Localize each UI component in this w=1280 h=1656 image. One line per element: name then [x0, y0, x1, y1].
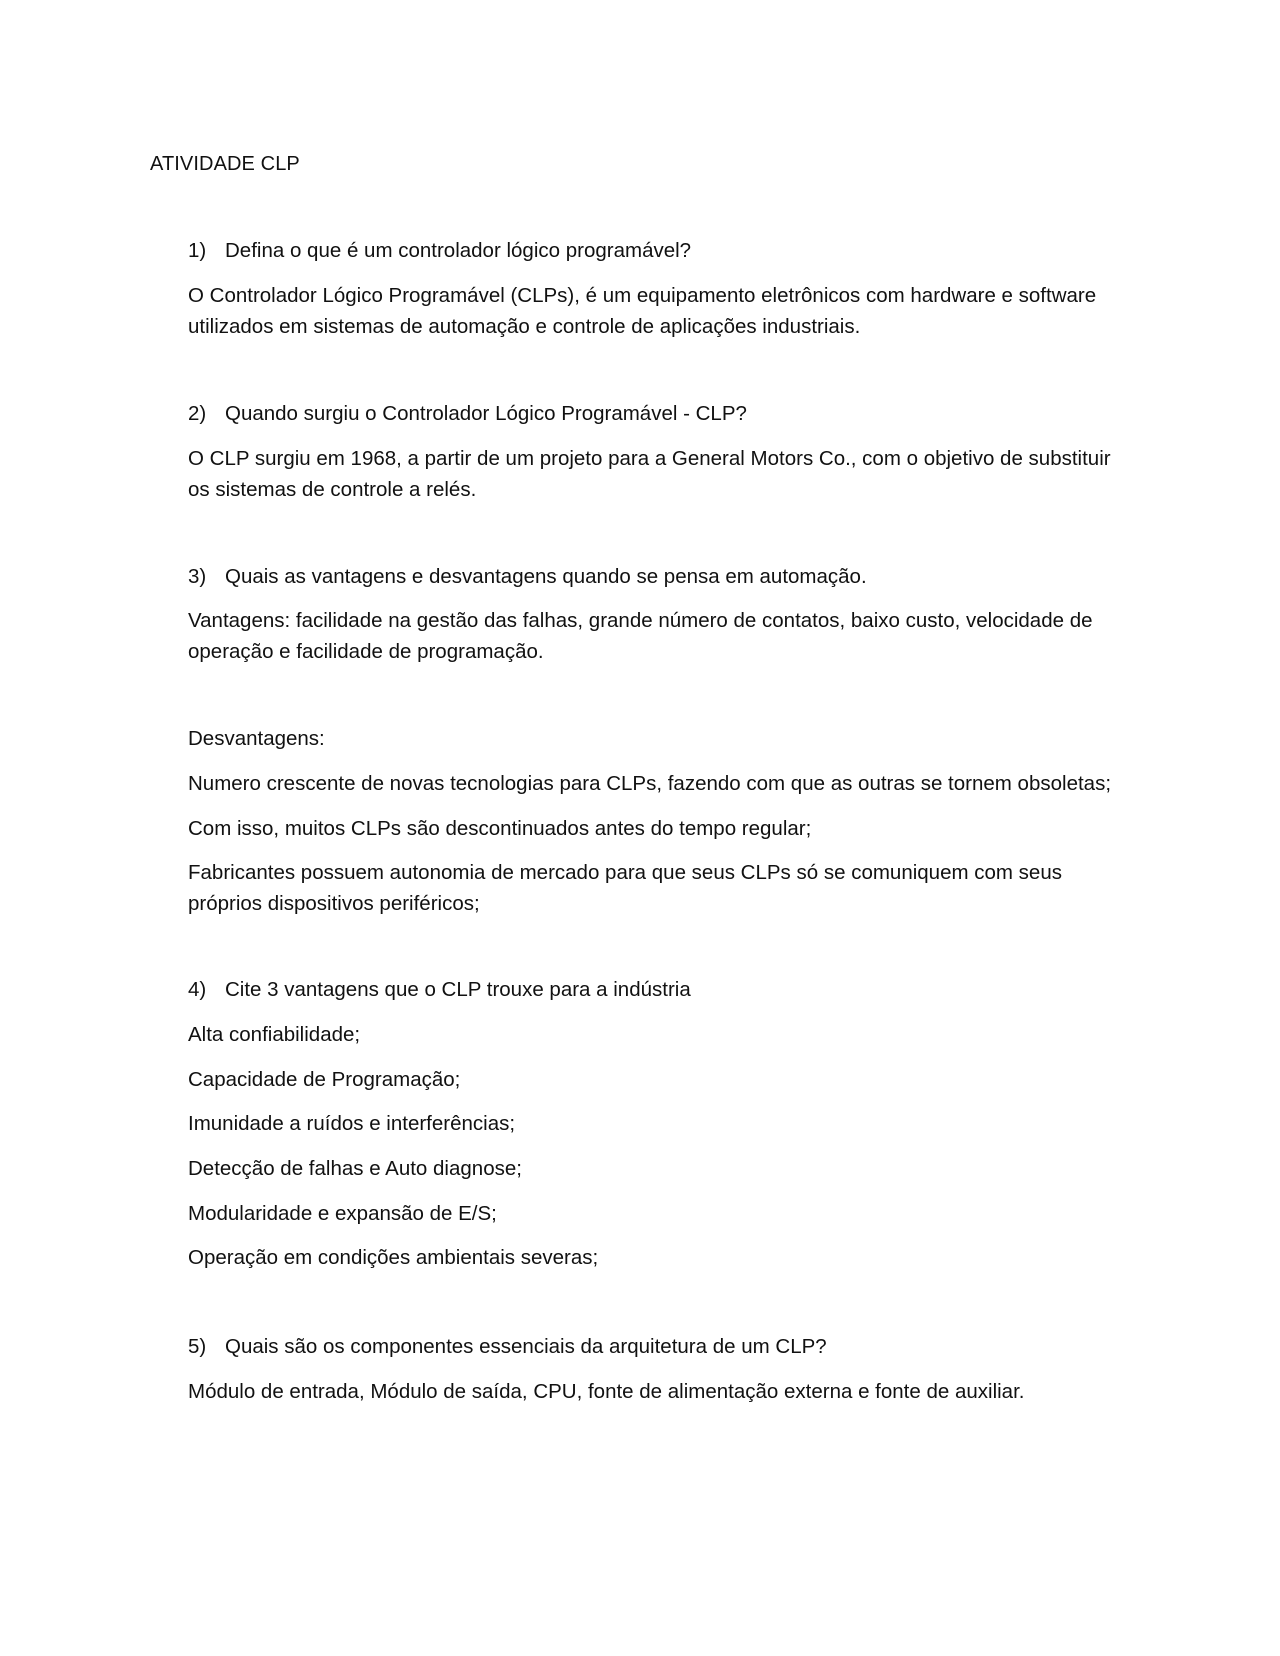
question-number: 2) [188, 402, 207, 425]
disadvantages-heading: Desvantagens: [188, 727, 325, 750]
answer-5: Módulo de entrada, Módulo de saída, CPU, fonte de alimentação externa e fonte de auxiliar. [188, 1380, 1025, 1403]
list-item: Capacidade de Programação; [188, 1068, 461, 1091]
question-3 [188, 561, 1128, 592]
answer-2: O CLP surgiu em 1968, a partir de um projeto para a General Motors Co., com o objetivo de substituir os sistemas de controle a relés. [188, 447, 1111, 501]
question-text: Defina o que é um controlador lógico programável? [225, 239, 692, 262]
advantages-paragraph: Vantagens: facilidade na gestão das falhas, grande número de contatos, baixo custo, velocidade de operação e facilidade de programação. [188, 609, 1093, 663]
list-item: Imunidade a ruídos e interferências; [188, 1112, 516, 1135]
list-item: Alta confiabilidade; [188, 1023, 361, 1046]
question-text: Quando surgiu o Controlador Lógico Programável - CLP? [225, 402, 747, 425]
disadvantage-item: Fabricantes possuem autonomia de mercado para que seus CLPs só se comuniquem com seus próprios dispositivos periféricos; [188, 861, 1062, 915]
disadvantage-item: Numero crescente de novas tecnologias para CLPs, fazendo com que as outras se tornem obsoletas; [188, 772, 1112, 795]
question-number: 1) [188, 239, 207, 262]
list-item: Modularidade e expansão de E/S; [188, 1202, 497, 1225]
question-text: Cite 3 vantagens que o CLP trouxe para a indústria [225, 978, 691, 1001]
question-5 [188, 1331, 1128, 1362]
list-item: Detecção de falhas e Auto diagnose; [188, 1157, 522, 1180]
question-text: Quais as vantagens e desvantagens quando se pensa em automação. [225, 565, 867, 588]
question-number: 4) [188, 978, 207, 1001]
question-2 [188, 398, 1128, 429]
question-text: Quais são os componentes essenciais da arquitetura de um CLP? [225, 1335, 827, 1358]
document-title: ATIVIDADE CLP [150, 153, 300, 175]
answer-1: O Controlador Lógico Programável (CLPs), é um equipamento eletrônicos com hardware e software utilizados em sistemas de automação e controle de aplicações industriais. [188, 284, 1097, 338]
question-4 [188, 974, 1128, 1005]
question-number: 5) [188, 1335, 207, 1358]
disadvantage-item: Com isso, muitos CLPs são descontinuados antes do tempo regular; [188, 817, 812, 840]
question-1 [188, 235, 1128, 266]
question-number: 3) [188, 565, 207, 588]
list-item: Operação em condições ambientais severas; [188, 1246, 599, 1269]
